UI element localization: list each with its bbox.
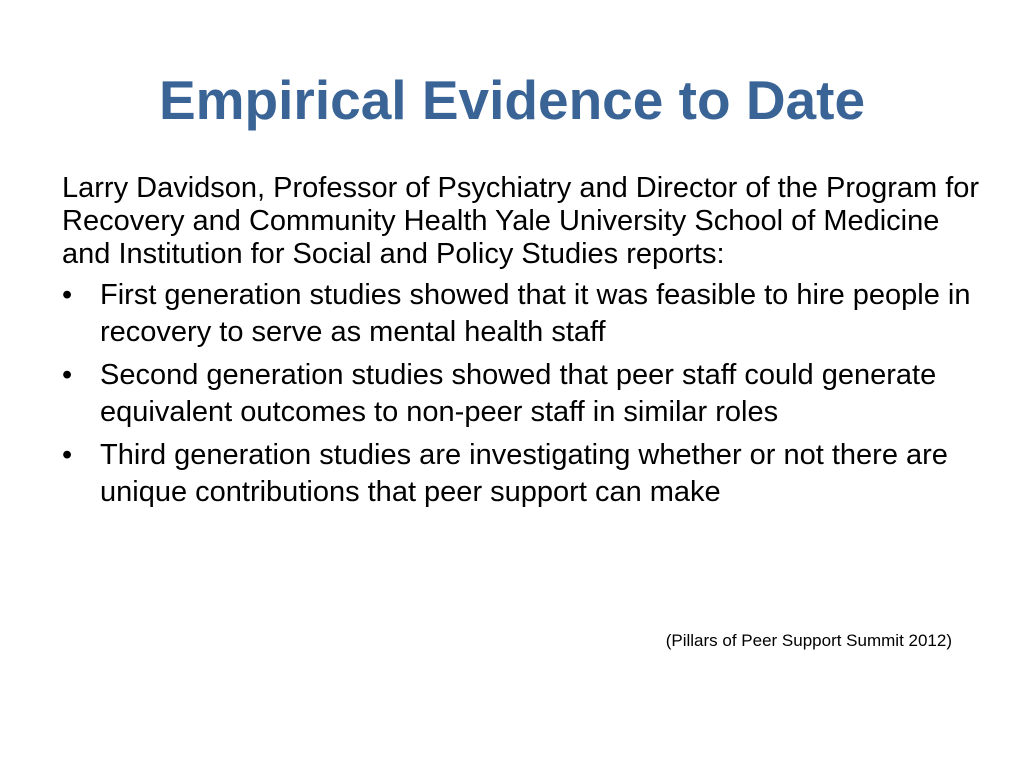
bullet-text: Second generation studies showed that peer staff could generate equivalent outcomes to non-peer staff in similar roles	[100, 359, 937, 428]
intro-paragraph: Larry Davidson, Professor of Psychiatry and Director of the Program for Recovery and Community Health Yale University School of Medicine and Institution for Social and Policy Studies reports:	[62, 172, 980, 270]
citation: (Pillars of Peer Support Summit 2012)	[665, 631, 952, 650]
slide-body	[62, 172, 982, 517]
bullet-dot-icon: •	[62, 439, 73, 471]
slide-title: Empirical Evidence to Date	[158, 69, 866, 131]
bullet-item	[62, 357, 982, 431]
bullet-list	[62, 277, 982, 511]
bullet-item	[62, 277, 982, 351]
bullet-dot-icon: •	[62, 279, 73, 311]
bullet-item	[62, 437, 982, 511]
bullet-text: Third generation studies are investigating whether or not there are unique contributions that peer support can make	[100, 439, 948, 508]
bullet-text: First generation studies showed that it was feasible to hire people in recovery to serve as mental health staff	[100, 279, 971, 348]
bullet-dot-icon: •	[62, 359, 73, 391]
